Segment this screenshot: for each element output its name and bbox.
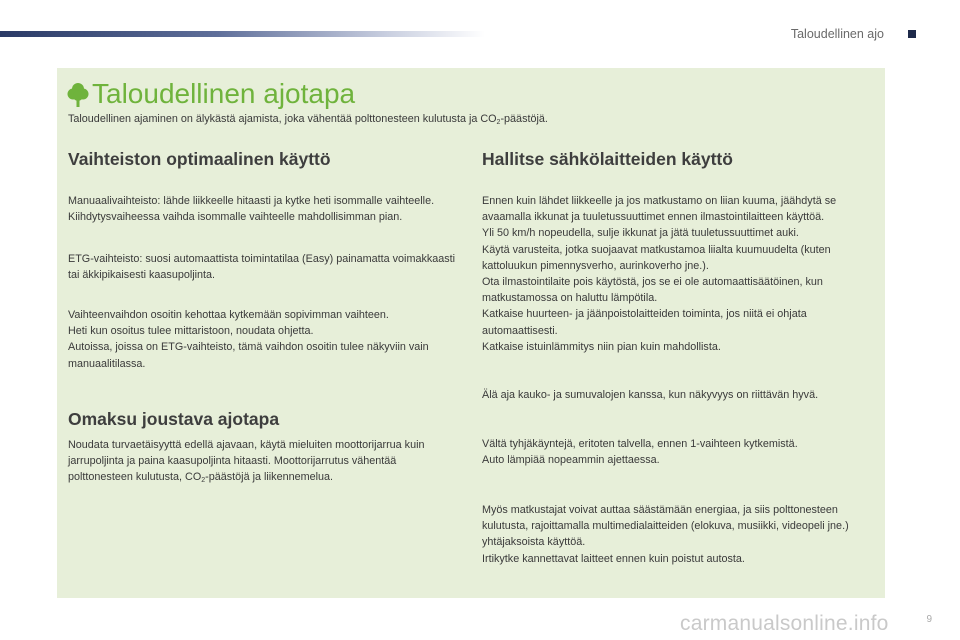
header-section-title: Taloudellinen ajo <box>790 27 884 41</box>
watermark: carmanualsonline.info <box>680 612 889 635</box>
header-square-marker <box>908 30 916 38</box>
intro-text: Taloudellinen ajaminen on älykästä ajamista, joka vähentää polttonesteen kulutusta ja $CO_2$-päästöjä. <box>68 113 548 126</box>
electrical-line-5: Katkaise huurteen- ja jäänpoistolaitteiden toiminta, jos niitä ei ohjata automaattisesti. <box>482 308 807 337</box>
passengers-paragraph: Myös matkustajat voivat auttaa säästämään energiaa, ja siis polttonesteen kulutusta, rajoittamalla multimedialaitteiden (elokuva, musiikki, videopeli jne.) yhtäjaksoista käyttöä. Irtikytke kannettavat laitteet ennen kuin poistut autosta. <box>482 504 849 565</box>
electrical-line-2: Yli 50 km/h nopeudella, sulje ikkunat ja jätä tuuletussuuttimet auki. <box>482 227 799 240</box>
electrical-line-4: Ota ilmastointilaite pois käytöstä, jos se ei ole automaattisäätöinen, kun matkustamossa on haluttu lämpötila. <box>482 276 823 305</box>
electrical-line-1: Ennen kuin lähdet liikkeelle ja jos matkustamo on liian kuuma, jäähdytä se avaamalla ikkunat ja tuuletussuuttimet ennen ilmastointilaitteen käyttöä. <box>482 195 837 224</box>
electrical-list <box>482 193 877 355</box>
electrical-line-3: Käytä varusteita, jotka suojaavat matkustamoa liialta kuumuudelta (kuten kattoluukun pimennysverho, aurinkoverho jne.). <box>482 243 831 272</box>
page-title: Taloudellinen ajotapa <box>92 78 356 109</box>
section-flexible-heading-wrap <box>68 408 463 430</box>
fog-lights-paragraph: Älä aja kauko- ja sumuvalojen kanssa, kun näkyvyys on riittävän hyvä. <box>482 389 819 401</box>
section-heading-flexible: Omaksu joustava ajotapa <box>68 409 280 429</box>
tree-icon <box>67 82 89 108</box>
idle-paragraph: Vältä tyhjäkäyntejä, eritoten talvella, ennen 1-vaihteen kytkemistä. Auto lämpiää nopeammin ajettaessa. <box>482 438 798 467</box>
flexible-paragraph: Noudata turvaetäisyyttä edellä ajavaan, käytä mieluiten moottorijarrua kuin jarrupoljinta ja paina kaasupoljinta hitaasti. Moottorijarrutus vähentää polttonesteen kulutusta, $CO_2$-päästöjä ja liikennemelua. <box>68 439 425 485</box>
section-heading-gearbox: Vaihteiston optimaalinen käyttö <box>68 149 331 169</box>
header-accent-bar <box>0 31 485 37</box>
section-heading-electrical: Hallitse sähkölaitteiden käyttö <box>482 149 733 169</box>
gearbox-paragraph-1: Manuaalivaihteisto: lähde liikkeelle hitaasti ja kytke heti isommalle vaihteelle. Kiihdytysvaiheessa vaihda isommalle vaihteelle mahdollisimman pian. <box>68 195 435 224</box>
electrical-line-6: Katkaise istuinlämmitys niin pian kuin mahdollista. <box>482 340 721 353</box>
gearbox-paragraph-3: Vaihteenvaihdon osoitin kehottaa kytkemään sopivimman vaihteen. Heti kun osoitus tulee mittaristoon, noudata ohjetta. Autoissa, joissa on ETG-vaihteisto, tämä vaihdon osoitin tulee näkyviin vain manuaalitilassa. <box>68 309 429 370</box>
gearbox-paragraph-2: ETG-vaihteisto: suosi automaattista toimintatilaa (Easy) painamatta voimakkaasti tai äkkipikaisesti kaasupoljinta. <box>68 253 456 282</box>
section-gearbox-heading-wrap <box>68 148 463 170</box>
section-electrical-heading-wrap <box>482 148 877 170</box>
page-number: 9 <box>926 614 932 625</box>
